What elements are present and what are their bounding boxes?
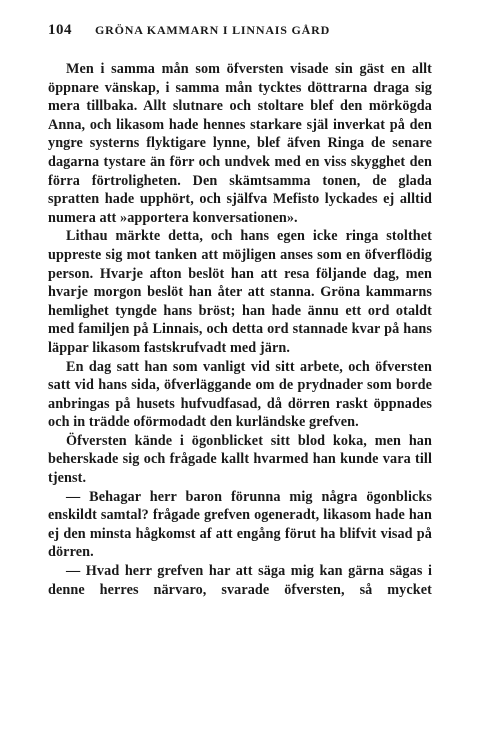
paragraph: Lithau märkte detta, och hans egen icke ringa stolthet uppreste sig mot tanken att möjligen anses som en öfverflödig person. Hvarje afton beslöt han att resa följande dag, men hvarje morgon beslöt han åter att stanna. Gröna kammarns hemlighet tyngde hans bröst; han hade ännu ett ord otaldt med familjen på Linnais, och detta ord stannade kvar på hans läppar likasom fastskrufvadt med järn. <box>48 228 432 356</box>
paragraph: — Hvad herr grefven har att säga mig kan gärna sägas i denne herres närvaro, svarade öfversten, så mycket <box>48 563 432 598</box>
paragraph: — Behagar herr baron förunna mig några ögonblicks enskildt samtal? frågade grefven ogeneradt, likasom hade han ej den minsta hågkomst af att engång förut ha blifvit visad på dörren. <box>48 488 432 561</box>
book-page <box>48 22 432 599</box>
paragraph: En dag satt han som vanligt vid sitt arbete, och öfversten satt vid hans sida, öfverläggande om de prydnader som borde anbringas på husets hufvudfasad, då dörren raskt öppnades och in trädde oförmodadt den kurländske grefven. <box>48 358 432 431</box>
running-head <box>48 22 432 44</box>
page-number: 104 <box>48 22 72 38</box>
running-title: GRÖNA KAMMARN I LINNAIS GÅRD <box>95 23 331 37</box>
paragraph: Men i samma mån som öfversten visade sin gäst en allt öppnare vänskap, i samma mån tycktes döttrarna draga sig mera tillbaka. Allt slutnare och stoltare blef den mörkögda Anna, och likasom hade hennes starkare själ inverkat på den yngre systerns flyktigare lynne, blef äfven Ringa de senare dagarna tystare än förr och undvek med en viss skygghet den förra förtroligheten. Den skämtsamma tonen, de glada spratten hade upphört, och själfva Mefisto lyckades ej alltid numera att »apportera konversationen». <box>48 61 432 226</box>
paragraph: Öfversten kände i ögonblicket sitt blod koka, men han beherskade sig och frågade kallt hvarmed han kunde vara till tjenst. <box>48 432 432 487</box>
body-text <box>48 60 432 599</box>
